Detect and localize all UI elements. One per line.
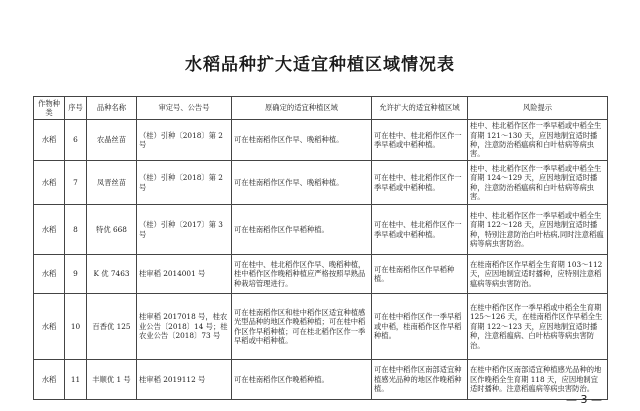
cell-risk: 桂中、桂北稻作区作一季早稻或中稻全生育期 122～128 天，应因地制宜适时播种，特别注意防治白叶枯病,同时注意稻瘟病等病虫害防治。 bbox=[468, 205, 608, 255]
cell-original-area: 可在桂南稻作区和桂中稻作区适宜种植感光型品种的地区作晚稻种植；可在桂中稻作区作早稻种植；可在桂北稻作区作一季早稻或中稻种植。 bbox=[232, 294, 372, 360]
cell-variety: 特优 668 bbox=[87, 205, 137, 255]
cell-no: 8 bbox=[65, 205, 87, 255]
cell-no: 11 bbox=[65, 360, 87, 400]
cell-no: 10 bbox=[65, 294, 87, 360]
document-title: 水稻品种扩大适宜种植区域情况表 bbox=[185, 55, 455, 75]
table-row bbox=[34, 120, 608, 161]
cell-cert: （桂）引种〔2018〕第 2 号 bbox=[137, 161, 232, 205]
cell-cert: 桂审稻 2014001 号 bbox=[137, 255, 232, 294]
cell-cert: （桂）引种〔2018〕第 2 号 bbox=[137, 120, 232, 161]
cell-expanded-area: 可在桂中、桂北稻作区作一季早稻或中稻种植。 bbox=[372, 120, 468, 161]
cell-expanded-area: 可在桂中稻作区作一季早稻或中稻，桂南稻作区作早稻种植。 bbox=[372, 294, 468, 360]
cell-cert: （桂）引种〔2017〕第 3 号 bbox=[137, 205, 232, 255]
table-header-row bbox=[34, 97, 608, 120]
cell-no: 9 bbox=[65, 255, 87, 294]
cell-original-area: 可在桂南稻作区作早、晚稻种植。 bbox=[232, 120, 372, 161]
cell-variety: 丰顺优 1 号 bbox=[87, 360, 137, 400]
cell-variety: 农晶丝苗 bbox=[87, 120, 137, 161]
cell-cert: 桂审稻 2017018 号，桂农业公告〔2018〕14 号；桂农业公告〔2018〕73 号 bbox=[137, 294, 232, 360]
cell-expanded-area: 可在桂中、桂北稻作区作一季早稻或中稻种植。 bbox=[372, 205, 468, 255]
table-row bbox=[34, 360, 608, 400]
cell-crop: 水稻 bbox=[34, 161, 65, 205]
cell-variety: 凤晋丝苗 bbox=[87, 161, 137, 205]
cell-risk: 在桂南稻作区作早稻全生育期 103～112 天，应因地制宜适时播种，应特别注意稻瘟病等病虫害防治。 bbox=[468, 255, 608, 294]
cell-risk: 桂中、桂北稻作区作一季早稻或中稻全生育期 124～129 天，应因地制宜适时播种，注意防治稻瘟病和白叶枯病等病虫害。 bbox=[468, 161, 608, 205]
header-cert: 审定号、公告号 bbox=[137, 97, 232, 120]
cell-crop: 水稻 bbox=[34, 255, 65, 294]
header-expanded-area: 允许扩大的适宜种植区域 bbox=[372, 97, 468, 120]
cell-expanded-area: 可在桂中、桂北稻作区作一季早稻或中稻种植。 bbox=[372, 161, 468, 205]
cell-original-area: 可在桂南稻作区作晚稻种植。 bbox=[232, 360, 372, 400]
cell-variety: K 优 7463 bbox=[87, 255, 137, 294]
header-variety: 品种名称 bbox=[87, 97, 137, 120]
cell-no: 7 bbox=[65, 161, 87, 205]
cell-crop: 水稻 bbox=[34, 360, 65, 400]
cell-variety: 百香优 125 bbox=[87, 294, 137, 360]
header-risk: 风险提示 bbox=[468, 97, 608, 120]
cell-crop: 水稻 bbox=[34, 294, 65, 360]
cell-risk: 在桂中稻作区南部适宜种植感光品种的地区作晚稻全生育期 118 天，应因地制宜适时播种。注意稻瘟病等病虫害防治。 bbox=[468, 360, 608, 400]
cell-risk: 桂中、桂北稻作区作一季早稻或中稻全生育期 121～130 天，应因地制宜适时播种，注意防治稻瘟病和白叶枯病等病虫害。 bbox=[468, 120, 608, 161]
cell-expanded-area: 可在桂中稻作区南部适宜种植感光品种的地区作晚稻种植。 bbox=[372, 360, 468, 400]
cell-original-area: 可在桂中、桂北稻作区作早、晚稻种植，桂中稻作区作晚稻种植应严格按照早熟品种栽培管理进行。 bbox=[232, 255, 372, 294]
cell-risk: 在桂中稻作区作一季早稻或中稻全生育期 125～126 天，在桂南稻作区作早稻全生育期 122～123 天，应因地制宜适时播种，注意稻瘟病、白叶枯病等病虫害防治。 bbox=[468, 294, 608, 360]
cell-crop: 水稻 bbox=[34, 120, 65, 161]
table-row bbox=[34, 255, 608, 294]
cell-expanded-area: 可在桂南稻作区作早稻种植。 bbox=[372, 255, 468, 294]
cell-original-area: 可在桂南稻作区作早、晚稻种植。 bbox=[232, 161, 372, 205]
table-row bbox=[34, 294, 608, 360]
table-row bbox=[34, 205, 608, 255]
page-number: — 3 — bbox=[566, 393, 602, 406]
header-original-area: 原确定的适宜种植区域 bbox=[232, 97, 372, 120]
cell-original-area: 可在桂南稻作区作早稻种植。 bbox=[232, 205, 372, 255]
cell-crop: 水稻 bbox=[34, 205, 65, 255]
header-crop: 作物种类 bbox=[34, 97, 65, 120]
table-row bbox=[34, 161, 608, 205]
cell-cert: 桂审稻 2019112 号 bbox=[137, 360, 232, 400]
cell-no: 6 bbox=[65, 120, 87, 161]
variety-table bbox=[33, 96, 608, 400]
header-no: 序号 bbox=[65, 97, 87, 120]
